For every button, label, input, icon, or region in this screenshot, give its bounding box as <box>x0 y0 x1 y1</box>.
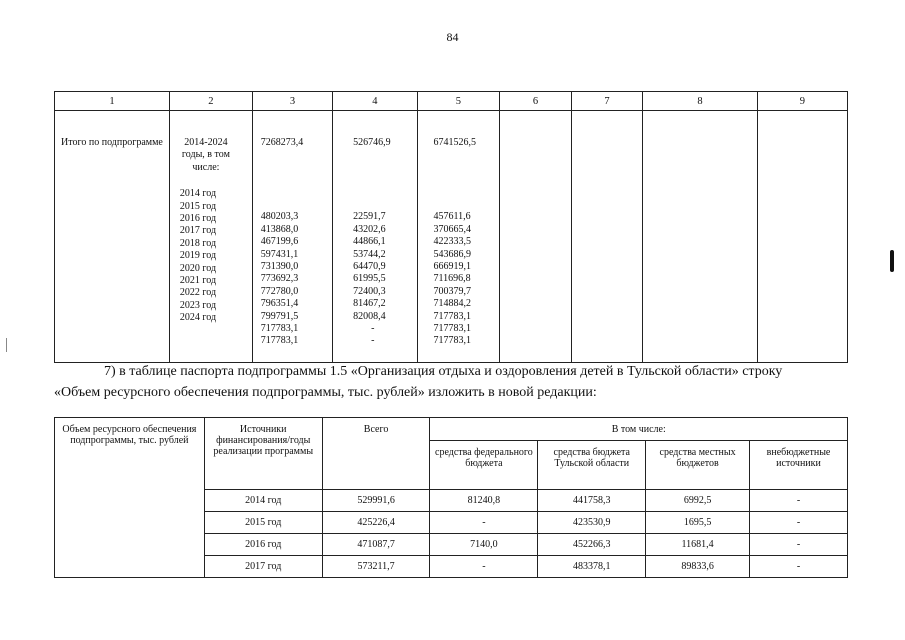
value-item: 43202,6 <box>353 223 386 235</box>
value-item: 772780,0 <box>260 285 299 297</box>
value-item: 53744,2 <box>353 248 386 260</box>
value-item: 714884,2 <box>433 298 472 310</box>
local-header: средства местных бюджетов <box>646 441 750 490</box>
year-item: 2018 год <box>179 237 217 249</box>
volume-header: Объем ресурсного обеспечения подпрограммы, тыс. рублей <box>55 418 205 578</box>
total-cell: 471087,7 <box>322 534 430 556</box>
value-item: 799791,5 <box>260 310 299 322</box>
col-header: 4 <box>333 92 417 111</box>
col-header: 6 <box>500 92 571 111</box>
regional-cell: 483378,1 <box>538 556 646 578</box>
value-item: 467199,6 <box>260 236 299 248</box>
col-header: 1 <box>55 92 170 111</box>
col-header: 9 <box>757 92 847 111</box>
year-item: 2020 год <box>179 262 217 274</box>
col-header: 3 <box>252 92 332 111</box>
col-header: 8 <box>643 92 758 111</box>
col-header: 2 <box>169 92 252 111</box>
col3-values <box>261 211 328 347</box>
years-list <box>180 188 248 324</box>
total-cell: 573211,7 <box>322 556 430 578</box>
regional-cell: 441758,3 <box>538 490 646 512</box>
value-item: 597431,1 <box>260 248 299 260</box>
year-item: 2016 год <box>179 213 217 225</box>
local-cell: 89833,6 <box>646 556 750 578</box>
value-item: 796351,4 <box>260 298 299 310</box>
value-item: 422333,5 <box>433 236 472 248</box>
year-item: 2019 год <box>179 250 217 262</box>
col4-values <box>353 211 412 347</box>
scan-mark <box>6 338 7 352</box>
year-cell: 2014 год <box>204 490 322 512</box>
federal-cell: - <box>430 512 538 534</box>
regional-cell: 423530,9 <box>538 512 646 534</box>
total-cell: 529991,6 <box>322 490 430 512</box>
offbudget-header: внебюджетные источники <box>750 441 848 490</box>
sources-header: Источники финансирования/годы реализации программы <box>204 418 322 490</box>
year-cell: 2016 год <box>204 534 322 556</box>
value-item: 82008,4 <box>353 310 386 322</box>
page-number: 84 <box>446 30 459 44</box>
including-header: В том числе: <box>430 418 848 441</box>
year-item: 2014 год <box>179 188 217 200</box>
total-cell: 425226,4 <box>322 512 430 534</box>
federal-cell: 81240,8 <box>430 490 538 512</box>
col5-values <box>434 211 496 347</box>
year-item: 2021 год <box>179 275 217 287</box>
scan-mark <box>890 250 894 272</box>
value-item: 413868,0 <box>260 223 299 235</box>
period-label: 2014-2024 годы, в том числе: <box>181 137 230 173</box>
value-item: 61995,5 <box>353 273 386 285</box>
value-item: 22591,7 <box>353 211 386 223</box>
amendment-paragraph <box>54 361 848 403</box>
value-item: 717783,1 <box>433 323 472 335</box>
offbudget-cell: - <box>750 534 848 556</box>
federal-cell: 7140,0 <box>430 534 538 556</box>
value-item: 773692,3 <box>260 273 299 285</box>
federal-header: средства федерального бюджета <box>430 441 538 490</box>
value-item: 731390,0 <box>260 261 299 273</box>
value-item: 480203,3 <box>260 211 299 223</box>
total-value: 526746,9 <box>353 137 391 148</box>
paragraph-line-1: 7) в таблице паспорта подпрограммы 1.5 «Организация отдыха и оздоровления детей в Тульской области» строку <box>104 364 783 379</box>
year-item: 2023 год <box>179 299 217 311</box>
offbudget-cell: - <box>750 490 848 512</box>
resource-provision-table <box>54 417 848 578</box>
local-cell: 6992,5 <box>646 490 750 512</box>
year-cell: 2015 год <box>204 512 322 534</box>
col-header: 7 <box>571 92 642 111</box>
year-item: 2017 год <box>179 225 217 237</box>
value-item: 44866,1 <box>353 236 386 248</box>
value-item: - <box>371 335 375 347</box>
subprogram-total-table <box>54 91 848 363</box>
year-item: 2022 год <box>179 287 217 299</box>
value-item: 72400,3 <box>353 285 386 297</box>
local-cell: 1695,5 <box>646 512 750 534</box>
year-item: 2015 год <box>179 200 217 212</box>
value-item: 717783,1 <box>433 335 472 347</box>
row-label: Итого по подпрограмме <box>61 137 163 148</box>
value-item: 717783,1 <box>433 310 472 322</box>
value-item: 700379,7 <box>433 285 472 297</box>
value-item: 666919,1 <box>433 261 472 273</box>
value-item: 81467,2 <box>353 298 386 310</box>
local-cell: 11681,4 <box>646 534 750 556</box>
value-item: 717783,1 <box>260 323 299 335</box>
regional-cell: 452266,3 <box>538 534 646 556</box>
federal-cell: - <box>430 556 538 578</box>
value-item: 370665,4 <box>433 223 472 235</box>
total-value: 6741526,5 <box>433 137 477 148</box>
year-cell: 2017 год <box>204 556 322 578</box>
value-item: 64470,9 <box>353 261 386 273</box>
value-item: 457611,6 <box>433 211 471 223</box>
col-header: 5 <box>417 92 500 111</box>
paragraph-line-2: «Объем ресурсного обеспечения подпрограммы, тыс. рублей» изложить в новой редакции: <box>54 385 597 400</box>
value-item: 717783,1 <box>260 335 299 347</box>
total-header: Всего <box>322 418 430 490</box>
offbudget-cell: - <box>750 556 848 578</box>
value-item: 711696,8 <box>433 273 471 285</box>
year-item: 2024 год <box>179 312 217 324</box>
value-item: 543686,9 <box>433 248 472 260</box>
regional-header: средства бюджета Тульской области <box>538 441 646 490</box>
value-item: - <box>371 323 375 335</box>
column-numbers-row <box>55 92 848 111</box>
total-value: 7268273,4 <box>260 137 304 148</box>
subprogram-total-row <box>55 111 848 363</box>
offbudget-cell: - <box>750 512 848 534</box>
